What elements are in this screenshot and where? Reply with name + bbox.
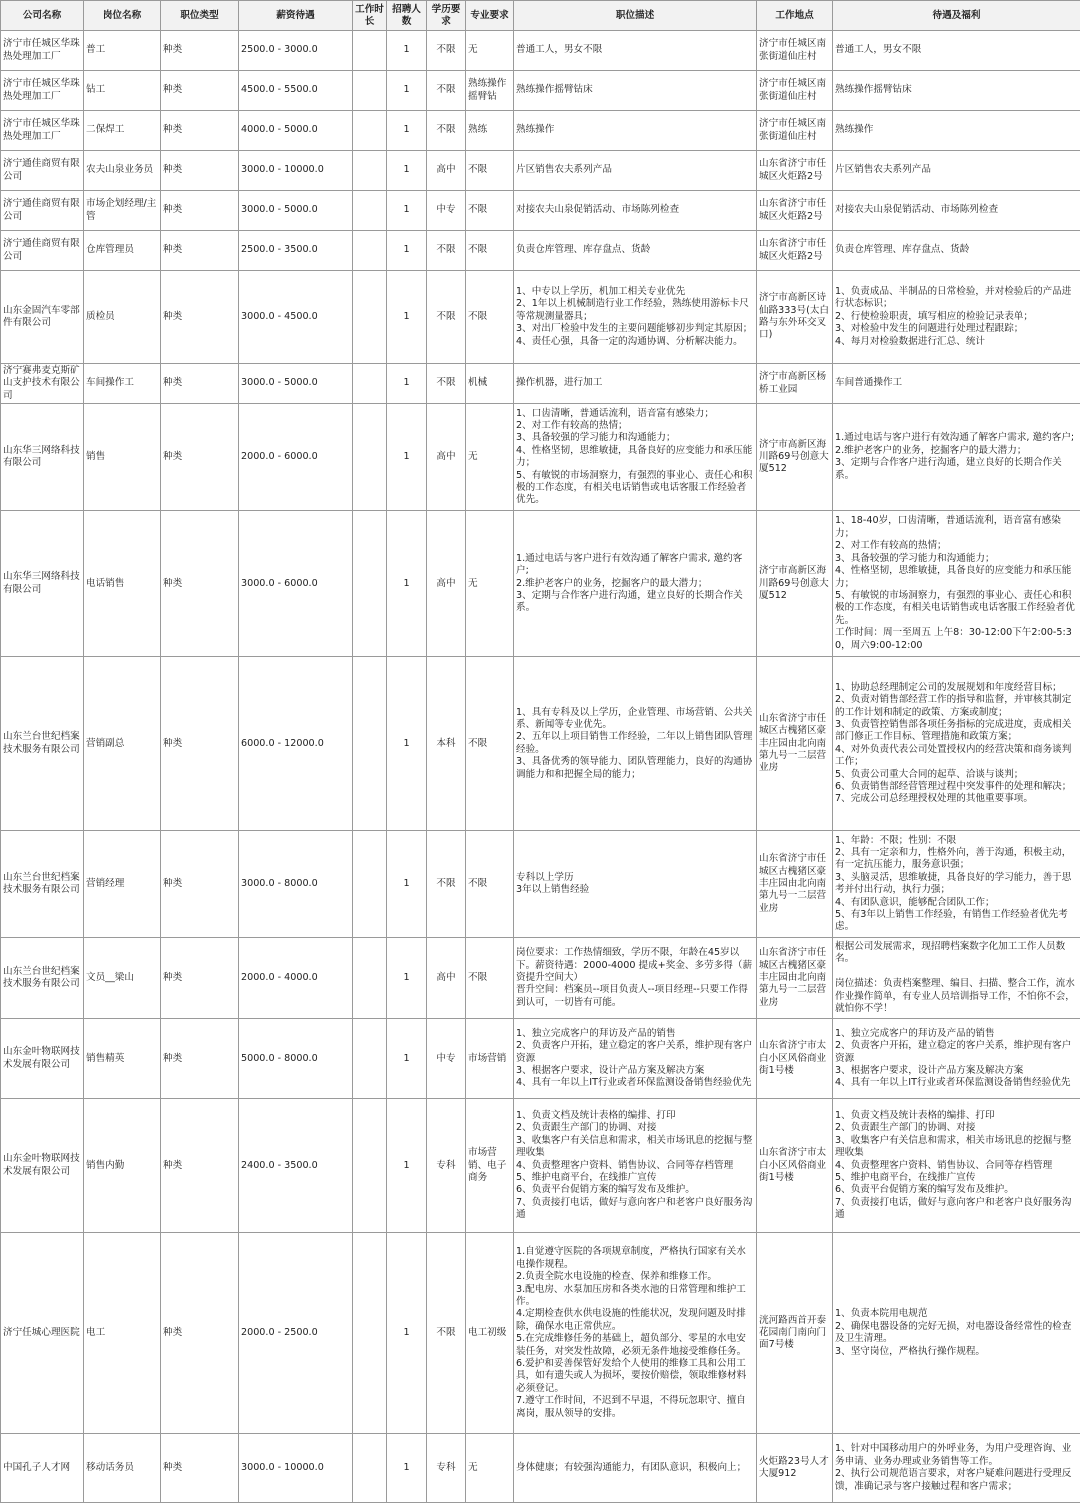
description-cell: 熟练操作摇臂钻床 bbox=[514, 71, 757, 111]
company-cell: 济宁通佳商贸有限公司 bbox=[1, 231, 84, 271]
location-cell: 山东省济宁市太白小区风俗商业街1号楼 bbox=[757, 1019, 833, 1099]
hours-cell bbox=[353, 404, 387, 511]
benefits-cell: 1、年龄：不限；性别：不限 2、具有一定亲和力，性格外向，善于沟通，积极主动，有一定抗压能力，服务意识强； 3、头脑灵活，思维敏捷，具备良好的学习能力，善于思考并付出行动，执行力强； 4、有团队意识，能够配合团队工作； 5、有3年以上销售工作经验，有销售工作经验者优先考虑。 bbox=[833, 831, 1080, 938]
benefits-cell: 片区销售农夫系列产品 bbox=[833, 151, 1080, 191]
company-cell: 山东金叶物联网技术发展有限公司 bbox=[1, 1019, 84, 1099]
company-cell: 中国孔子人才网 bbox=[1, 1434, 84, 1503]
salary-cell: 2000.0 - 6000.0 bbox=[239, 404, 353, 511]
location-cell: 济宁市高新区海川路69号创意大厦512 bbox=[757, 404, 833, 511]
major-cell: 市场营销 bbox=[466, 1019, 514, 1099]
table-row bbox=[1, 511, 1080, 657]
salary-cell: 5000.0 - 8000.0 bbox=[239, 1019, 353, 1099]
table-row bbox=[1, 364, 1080, 404]
position-cell: 销售精英 bbox=[84, 1019, 161, 1099]
major-cell: 不限 bbox=[466, 831, 514, 938]
count-cell: 1 bbox=[387, 191, 427, 231]
type-cell: 种类 bbox=[161, 657, 239, 831]
education-cell: 不限 bbox=[427, 71, 466, 111]
major-cell: 不限 bbox=[466, 938, 514, 1019]
header-salary: 薪资待遇 bbox=[239, 1, 353, 31]
count-cell: 1 bbox=[387, 71, 427, 111]
major-cell: 机械 bbox=[466, 364, 514, 404]
position-cell: 二保焊工 bbox=[84, 111, 161, 151]
major-cell: 熟练 bbox=[466, 111, 514, 151]
hours-cell bbox=[353, 364, 387, 404]
type-cell: 种类 bbox=[161, 938, 239, 1019]
salary-cell: 6000.0 - 12000.0 bbox=[239, 657, 353, 831]
salary-cell: 4500.0 - 5500.0 bbox=[239, 71, 353, 111]
header-hours: 工作时长 bbox=[353, 1, 387, 31]
description-cell: 1、具有专科及以上学历，企业管理、市场营销、公共关系、新闻等专业优先。 2、五年以上项目销售工作经验，二年以上销售团队管理经验。 3、具备优秀的领导能力、团队管理能力，良好的沟通协调能力和和把握全局的能力； bbox=[514, 657, 757, 831]
description-cell: 片区销售农夫系列产品 bbox=[514, 151, 757, 191]
type-cell: 种类 bbox=[161, 511, 239, 657]
header-location: 工作地点 bbox=[757, 1, 833, 31]
position-cell: 钻工 bbox=[84, 71, 161, 111]
table-row bbox=[1, 1099, 1080, 1233]
position-cell: 质检员 bbox=[84, 271, 161, 364]
header-count: 招聘人数 bbox=[387, 1, 427, 31]
company-cell: 山东兰台世纪档案技术服务有限公司 bbox=[1, 938, 84, 1019]
benefits-cell: 熟练操作 bbox=[833, 111, 1080, 151]
benefits-cell: 1、负责成品、半制品的日常检验，并对检验后的产品进行状态标识； 2、行使检验职责，填写相应的检验记录表单； 3、对检验中发生的问题进行处理过程跟踪； 4、每月对检验数据进行汇总、统计 bbox=[833, 271, 1080, 364]
position-cell: 移动话务员 bbox=[84, 1434, 161, 1503]
location-cell: 济宁市高新区杨桥工业园 bbox=[757, 364, 833, 404]
count-cell: 1 bbox=[387, 511, 427, 657]
type-cell: 种类 bbox=[161, 271, 239, 364]
count-cell: 1 bbox=[387, 151, 427, 191]
header-type: 职位类型 bbox=[161, 1, 239, 31]
position-cell: 营销经理 bbox=[84, 831, 161, 938]
education-cell: 高中 bbox=[427, 511, 466, 657]
table-body bbox=[1, 31, 1080, 1503]
location-cell: 济宁市任城区南张街道仙庄村 bbox=[757, 71, 833, 111]
position-cell: 销售内勤 bbox=[84, 1099, 161, 1233]
major-cell: 无 bbox=[466, 31, 514, 71]
header-company: 公司名称 bbox=[1, 1, 84, 31]
location-cell: 山东省济宁市任城区火炬路2号 bbox=[757, 151, 833, 191]
type-cell: 种类 bbox=[161, 831, 239, 938]
company-cell: 山东金固汽车零部件有限公司 bbox=[1, 271, 84, 364]
table-row bbox=[1, 657, 1080, 831]
hours-cell bbox=[353, 271, 387, 364]
type-cell: 种类 bbox=[161, 71, 239, 111]
major-cell: 无 bbox=[466, 511, 514, 657]
description-cell: 普通工人，男女不限 bbox=[514, 31, 757, 71]
benefits-cell: 1、负责本院用电规范 2、确保电器设备的完好无损，对电器设备经常性的检查及卫生清理。 3、坚守岗位，严格执行操作规程。 bbox=[833, 1233, 1080, 1434]
company-cell: 山东兰台世纪档案技术服务有限公司 bbox=[1, 831, 84, 938]
type-cell: 种类 bbox=[161, 1434, 239, 1503]
count-cell: 1 bbox=[387, 831, 427, 938]
salary-cell: 3000.0 - 10000.0 bbox=[239, 1434, 353, 1503]
count-cell: 1 bbox=[387, 1019, 427, 1099]
location-cell: 山东省济宁市任城区火炬路2号 bbox=[757, 191, 833, 231]
hours-cell bbox=[353, 831, 387, 938]
position-cell: 电工 bbox=[84, 1233, 161, 1434]
salary-cell: 3000.0 - 5000.0 bbox=[239, 364, 353, 404]
hours-cell bbox=[353, 938, 387, 1019]
education-cell: 不限 bbox=[427, 31, 466, 71]
count-cell: 1 bbox=[387, 111, 427, 151]
education-cell: 不限 bbox=[427, 111, 466, 151]
company-cell: 济宁通佳商贸有限公司 bbox=[1, 191, 84, 231]
major-cell: 不限 bbox=[466, 657, 514, 831]
major-cell: 电工初级 bbox=[466, 1233, 514, 1434]
hours-cell bbox=[353, 31, 387, 71]
position-cell: 车间操作工 bbox=[84, 364, 161, 404]
hours-cell bbox=[353, 231, 387, 271]
benefits-cell: 1、协助总经理制定公司的发展规划和年度经营目标； 2、负责对销售部经营工作的指导和监督，并审核其制定的工作计划和制定的政策、方案或制度； 3、负责管控销售部各项任务指标的完成进度，责成相关部门修正工作目标、管理措施和政策方案； 4、对外负责代表公司处置授权内的经营决策和商务谈判工作； 5、负责公司重大合同的起草、洽谈与谈判； 6、负责销售部经营管理过程中突发事件的处理和解决； 7、完成公司总经理授权处理的其他重要事项。 bbox=[833, 657, 1080, 831]
hours-cell bbox=[353, 511, 387, 657]
benefits-cell: 根据公司发展需求，现招聘档案数字化加工工作人员数名。 岗位描述：负责档案整理、编目、扫描、整合工作，流水作业操作简单，有专业人员培训指导工作，不怕你不会，就怕你不学！ bbox=[833, 938, 1080, 1019]
hours-cell bbox=[353, 1233, 387, 1434]
salary-cell: 2500.0 - 3000.0 bbox=[239, 31, 353, 71]
count-cell: 1 bbox=[387, 657, 427, 831]
type-cell: 种类 bbox=[161, 31, 239, 71]
type-cell: 种类 bbox=[161, 364, 239, 404]
hours-cell bbox=[353, 71, 387, 111]
description-cell: 操作机器，进行加工 bbox=[514, 364, 757, 404]
hours-cell bbox=[353, 151, 387, 191]
salary-cell: 3000.0 - 6000.0 bbox=[239, 511, 353, 657]
position-cell: 农夫山泉业务员 bbox=[84, 151, 161, 191]
location-cell: 山东省济宁市任城区古槐猪区豪丰庄园由北向南第九号一二层营业房 bbox=[757, 831, 833, 938]
major-cell: 市场营销、电子商务 bbox=[466, 1099, 514, 1233]
description-cell: 1、口齿清晰，普通话流利，语音富有感染力； 2、对工作有较高的热情； 3、具备较强的学习能力和沟通能力； 4、性格坚韧，思维敏捷，具备良好的应变能力和承压能力； 5、有敏锐的市场洞察力，有强烈的事业心、责任心和积极的工作态度，有相关电话销售或电话客服工作经验者优先。 bbox=[514, 404, 757, 511]
table-row bbox=[1, 1434, 1080, 1503]
company-cell: 山东华三网络科技有限公司 bbox=[1, 511, 84, 657]
description-cell: 专科以上学历 3年以上销售经验 bbox=[514, 831, 757, 938]
education-cell: 专科 bbox=[427, 1099, 466, 1233]
benefits-cell: 1、独立完成客户的拜访及产品的销售 2、负责客户开拓，建立稳定的客户关系，维护现有客户资源 3、根据客户要求，设计产品方案及解决方案 4、具有一年以上IT行业或者环保监测设备销售经验优先 bbox=[833, 1019, 1080, 1099]
major-cell: 无 bbox=[466, 404, 514, 511]
location-cell: 山东省济宁市任城区古槐猪区豪丰庄园由北向南第九号一二层营业房 bbox=[757, 938, 833, 1019]
description-cell: 熟练操作 bbox=[514, 111, 757, 151]
location-cell: 山东省济宁市任城区火炬路2号 bbox=[757, 231, 833, 271]
position-cell: 销售 bbox=[84, 404, 161, 511]
hours-cell bbox=[353, 657, 387, 831]
position-cell: 普工 bbox=[84, 31, 161, 71]
hours-cell bbox=[353, 111, 387, 151]
education-cell: 不限 bbox=[427, 364, 466, 404]
count-cell: 1 bbox=[387, 404, 427, 511]
major-cell: 不限 bbox=[466, 231, 514, 271]
major-cell: 不限 bbox=[466, 151, 514, 191]
location-cell: 济宁市任城区南张街道仙庄村 bbox=[757, 31, 833, 71]
count-cell: 1 bbox=[387, 1099, 427, 1233]
education-cell: 中专 bbox=[427, 1019, 466, 1099]
education-cell: 中专 bbox=[427, 191, 466, 231]
company-cell: 山东金叶物联网技术发展有限公司 bbox=[1, 1099, 84, 1233]
location-cell: 火炬路23号人才大厦912 bbox=[757, 1434, 833, 1503]
header-description: 职位描述 bbox=[514, 1, 757, 31]
benefits-cell: 对接农夫山泉促销活动、市场陈列检查 bbox=[833, 191, 1080, 231]
table-row bbox=[1, 151, 1080, 191]
company-cell: 济宁赛弗麦克斯矿山支护技术有限公司 bbox=[1, 364, 84, 404]
company-cell: 山东兰台世纪档案技术服务有限公司 bbox=[1, 657, 84, 831]
company-cell: 济宁市任城区华珠热处理加工厂 bbox=[1, 71, 84, 111]
type-cell: 种类 bbox=[161, 111, 239, 151]
position-cell: 营销副总 bbox=[84, 657, 161, 831]
description-cell: 身体健康；有较强沟通能力，有团队意识，积极向上； bbox=[514, 1434, 757, 1503]
education-cell: 不限 bbox=[427, 1233, 466, 1434]
position-cell: 电话销售 bbox=[84, 511, 161, 657]
header-row bbox=[1, 1, 1080, 31]
hours-cell bbox=[353, 1434, 387, 1503]
type-cell: 种类 bbox=[161, 231, 239, 271]
hours-cell bbox=[353, 1099, 387, 1233]
benefits-cell: 负责仓库管理、库存盘点、货龄 bbox=[833, 231, 1080, 271]
count-cell: 1 bbox=[387, 364, 427, 404]
table-row bbox=[1, 111, 1080, 151]
description-cell: 1、独立完成客户的拜访及产品的销售 2、负责客户开拓，建立稳定的客户关系，维护现有客户资源 3、根据客户要求，设计产品方案及解决方案 4、具有一年以上IT行业或者环保监测设备销售经验优先 bbox=[514, 1019, 757, 1099]
education-cell: 不限 bbox=[427, 231, 466, 271]
table-row bbox=[1, 271, 1080, 364]
table-row bbox=[1, 31, 1080, 71]
salary-cell: 4000.0 - 5000.0 bbox=[239, 111, 353, 151]
major-cell: 不限 bbox=[466, 191, 514, 231]
type-cell: 种类 bbox=[161, 404, 239, 511]
salary-cell: 2000.0 - 2500.0 bbox=[239, 1233, 353, 1434]
salary-cell: 2500.0 - 3500.0 bbox=[239, 231, 353, 271]
education-cell: 不限 bbox=[427, 831, 466, 938]
description-cell: 岗位要求：工作热情细致，学历不限，年龄在45岁以下。薪资待遇：2000-4000 提成+奖金、多劳多得（薪资提升空间大） 晋升空间：档案员--项目负责人--项目经理--只要工作得到认可，一切皆有可能。 bbox=[514, 938, 757, 1019]
header-education: 学历要求 bbox=[427, 1, 466, 31]
type-cell: 种类 bbox=[161, 1233, 239, 1434]
location-cell: 济宁市高新区海川路69号创意大厦512 bbox=[757, 511, 833, 657]
location-cell: 洸河路西首开泰花园南门南向门面7号楼 bbox=[757, 1233, 833, 1434]
education-cell: 本科 bbox=[427, 657, 466, 831]
table-row bbox=[1, 938, 1080, 1019]
company-cell: 济宁任城心理医院 bbox=[1, 1233, 84, 1434]
location-cell: 济宁市任城区南张街道仙庄村 bbox=[757, 111, 833, 151]
table-row bbox=[1, 1233, 1080, 1434]
type-cell: 种类 bbox=[161, 1019, 239, 1099]
benefits-cell: 1、负责文档及统计表格的编排、打印 2、负责跟生产部门的协调、对接 3、收集客户有关信息和需求，相关市场讯息的挖掘与整理收集 4、负责整理客户资料、销售协议、合同等存档管理 5、维护电商平台，在线推广宣传 6、负责平台促销方案的编写发布及维护。 7、负责接打电话，做好与意向客户和老客户良好服务沟通 bbox=[833, 1099, 1080, 1233]
hours-cell bbox=[353, 1019, 387, 1099]
education-cell: 高中 bbox=[427, 151, 466, 191]
position-cell: 市场企划经理/主管 bbox=[84, 191, 161, 231]
benefits-cell: 1、针对中国移动用户的外呼业务，为用户受理咨询、业务申请、业务办理或业务销售等工作。 2、执行公司规范语言要求，对客户疑难问题进行受理反馈，准确记录与客户接触过程和客户需求； bbox=[833, 1434, 1080, 1503]
count-cell: 1 bbox=[387, 231, 427, 271]
salary-cell: 3000.0 - 4500.0 bbox=[239, 271, 353, 364]
description-cell: 1、负责文档及统计表格的编排、打印 2、负责跟生产部门的协调、对接 3、收集客户有关信息和需求，相关市场讯息的挖掘与整理收集 4、负责整理客户资料、销售协议、合同等存档管理 5、维护电商平台，在线推广宣传 6、负责平台促销方案的编写发布及维护。 7、负责接打电话，做好与意向客户和老客户良好服务沟通 bbox=[514, 1099, 757, 1233]
salary-cell: 2000.0 - 4000.0 bbox=[239, 938, 353, 1019]
company-cell: 济宁市任城区华珠热处理加工厂 bbox=[1, 31, 84, 71]
benefits-cell: 车间普通操作工 bbox=[833, 364, 1080, 404]
education-cell: 高中 bbox=[427, 938, 466, 1019]
type-cell: 种类 bbox=[161, 151, 239, 191]
position-cell: 仓库管理员 bbox=[84, 231, 161, 271]
location-cell: 济宁市高新区诗仙路333号(太白路与东外环交叉口) bbox=[757, 271, 833, 364]
location-cell: 山东省济宁市太白小区风俗商业街1号楼 bbox=[757, 1099, 833, 1233]
salary-cell: 3000.0 - 5000.0 bbox=[239, 191, 353, 231]
education-cell: 高中 bbox=[427, 404, 466, 511]
salary-cell: 2400.0 - 3500.0 bbox=[239, 1099, 353, 1233]
location-cell: 山东省济宁市任城区古槐猪区豪丰庄园由北向南第九号一二层营业房 bbox=[757, 657, 833, 831]
header-benefits: 待遇及福利 bbox=[833, 1, 1080, 31]
header-major: 专业要求 bbox=[466, 1, 514, 31]
description-cell: 对接农夫山泉促销活动、市场陈列检查 bbox=[514, 191, 757, 231]
benefits-cell: 普通工人，男女不限 bbox=[833, 31, 1080, 71]
company-cell: 济宁市任城区华珠热处理加工厂 bbox=[1, 111, 84, 151]
count-cell: 1 bbox=[387, 271, 427, 364]
benefits-cell: 1.通过电话与客户进行有效沟通了解客户需求, 邀约客户; 2.维护老客户的业务，挖掘客户的最大潜力； 3、定期与合作客户进行沟通，建立良好的长期合作关系。 bbox=[833, 404, 1080, 511]
table-row bbox=[1, 404, 1080, 511]
type-cell: 种类 bbox=[161, 191, 239, 231]
table-row bbox=[1, 71, 1080, 111]
description-cell: 1、中专以上学历，机加工相关专业优先 2、1年以上机械制造行业工作经验，熟练使用游标卡尺等常规测量器具； 3、对出厂检验中发生的主要问题能够初步判定其原因； 4、责任心强，具备一定的沟通协调、分析解决能力。 bbox=[514, 271, 757, 364]
table-row bbox=[1, 231, 1080, 271]
count-cell: 1 bbox=[387, 1434, 427, 1503]
education-cell: 专科 bbox=[427, 1434, 466, 1503]
description-cell: 负责仓库管理、库存盘点、货龄 bbox=[514, 231, 757, 271]
count-cell: 1 bbox=[387, 938, 427, 1019]
count-cell: 1 bbox=[387, 31, 427, 71]
major-cell: 不限 bbox=[466, 271, 514, 364]
count-cell: 1 bbox=[387, 1233, 427, 1434]
salary-cell: 3000.0 - 8000.0 bbox=[239, 831, 353, 938]
type-cell: 种类 bbox=[161, 1099, 239, 1233]
benefits-cell: 1、18-40岁，口齿清晰，普通话流利，语音富有感染力； 2、对工作有较高的热情； 3、具备较强的学习能力和沟通能力； 4、性格坚韧，思维敏捷，具备良好的应变能力和承压能力； 5、有敏锐的市场洞察力，有强烈的事业心、责任心和积极的工作态度，有相关电话销售或电话客服工作经验者优先。 工作时间：周一至周五 上午8：30-12:00下午2:00-5:30，周六9:00-12:00 bbox=[833, 511, 1080, 657]
table-row bbox=[1, 191, 1080, 231]
table-row bbox=[1, 1019, 1080, 1099]
salary-cell: 3000.0 - 10000.0 bbox=[239, 151, 353, 191]
benefits-cell: 熟练操作摇臂钻床 bbox=[833, 71, 1080, 111]
position-cell: 文员__梁山 bbox=[84, 938, 161, 1019]
major-cell: 熟练操作摇臂钻 bbox=[466, 71, 514, 111]
header-position: 岗位名称 bbox=[84, 1, 161, 31]
description-cell: 1.自觉遵守医院的各项规章制度，严格执行国家有关水电操作规程。 2.负责全院水电设施的检查、保养和维修工作。 3.配电房、水泵加压房和各类水池的日常管理和维护工作。 4.定期检查供水供电设施的性能状况，发现问题及时排除，确保水电正常供应。 5.在完成维修任务的基础上，超负部分、零星的水电安装任务，对突发性故障，必须无条件地接受维修任务。 6.爱护和妥善保管好发给个人使用的维修工具和公用工具，如有遗失或人为损坏，要按价赔偿，领取维修材料必须登记。 7.遵守工作时间，不迟到不早退，不得玩忽职守、擅自离岗，服从领导的安排。 bbox=[514, 1233, 757, 1434]
major-cell: 无 bbox=[466, 1434, 514, 1503]
company-cell: 山东华三网络科技有限公司 bbox=[1, 404, 84, 511]
education-cell: 不限 bbox=[427, 271, 466, 364]
company-cell: 济宁通佳商贸有限公司 bbox=[1, 151, 84, 191]
table-row bbox=[1, 831, 1080, 938]
hours-cell bbox=[353, 191, 387, 231]
description-cell: 1.通过电话与客户进行有效沟通了解客户需求, 邀约客户; 2.维护老客户的业务，挖掘客户的最大潜力； 3、定期与合作客户进行沟通，建立良好的长期合作关系。 bbox=[514, 511, 757, 657]
